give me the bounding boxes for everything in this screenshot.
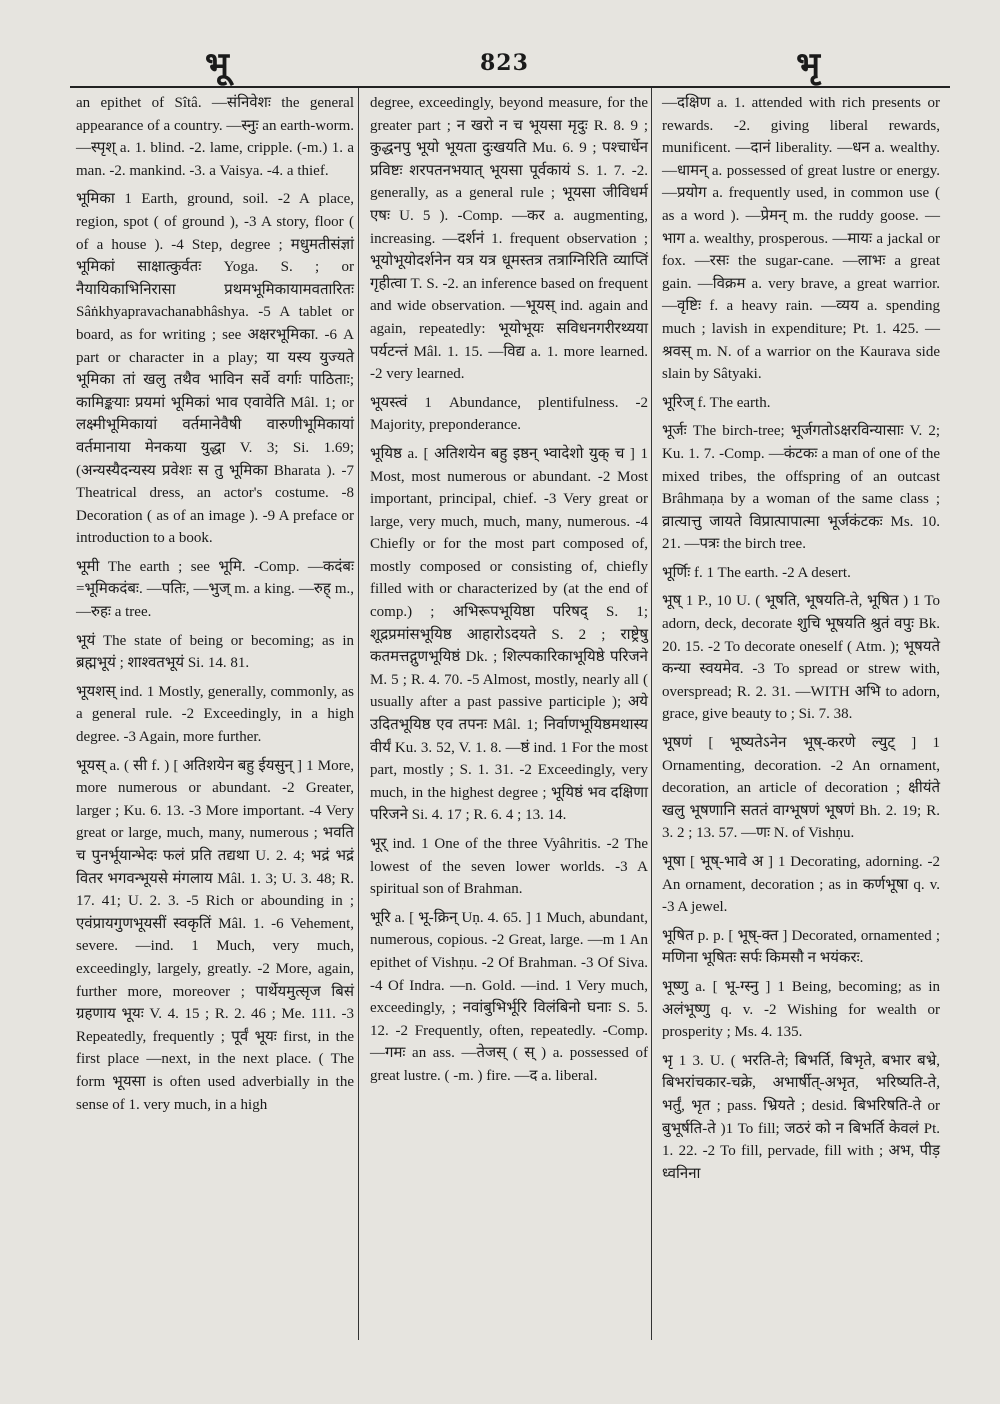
dictionary-entry: degree, exceedingly, beyond measure, for the greater part ; न खरो न च भूयसा मृदुः R. 8. 9 ; कुद्धनपु भूयो भूयता दुःखयति Mu. 6. 9 ; पश्चार्धेन प्रविष्टः शरपतनभयात् भूयसा पूर्वकायं S. 1. 7. -2. generally, as a general rule ; भूयसा जीविधर्म एषः U. 5 ). -Comp. —कर a. augmenting, increasing. —दर्शनं 1. frequent observation ; भूयोभूयोदर्शनेन यत्र यत्र धूमस्तत्र तत्राग्निरिति व्याप्तिं गृहीत्वा T. S. -2. an inference based on frequent and wide observation. —भूयस् ind. again and again, repeatedly: भूयोभूयः सविधनगरीरथ्यया पर्यटन्तं Mâl. 1. 15. —विद्य a. 1. more learned. -2 very learned.: [370, 95, 648, 383]
dictionary-entry: भूषा [ भूष्-भावे अ ] 1 Decorating, adorning. -2 An ornament, decoration ; as in कर्णभूषा q. v. -3 A jewel.: [662, 854, 940, 916]
dictionary-entry: —दक्षिण a. 1. attended with rich presents or rewards. -2. giving liberal rewards, munificent. —दानं liberality. —धन a. wealthy. —धामन् a. possessed of great lustre or energy. —प्रयोग a. frequently used, in common use ( as a word ). —प्रेमन् m. the ruddy goose. —भाग a. wealthy, prosperous. —मायः a jackal or fox. —रसः the sugar-cane. —लाभः a great gain. —विक्रम a. very brave, a great warrior. —वृष्टिः f. a heavy rain. —व्यय a. spending much ; lavish in expenditure; Pt. 1. 425. —श्रवस् m. N. of a warrior on the Kaurava side slain by Sâtyaki.: [662, 95, 940, 383]
dictionary-entry: भूष्णु a. [ भू-ग्स्नु ] 1 Being, becoming; as in अलंभूष्णु q. v. -2 Wishing for wealth or prosperity ; Ms. 4. 135.: [662, 978, 940, 1041]
right-guide-word: भृ: [796, 45, 820, 85]
dictionary-entry: भूर्णिः f. 1 The earth. -2 A desert.: [662, 564, 851, 581]
dictionary-entry: भृ 1 3. U. ( भरति-ते; बिभर्ति, बिभृते, बभार बभ्रे, बिभरांचकार-चक्रे, अभार्षीत्-अभृत, भरिष्यति-ते, भर्तुं, भृत ; pass. भ्रियते ; desid. बिभरिषति-ते or बुभूर्षति-ते )1 To fill; जठरं को न बिभर्ति केवलं Pt. 1. 22. -2 To fill, pervade, fill with ; अभ, पीड़ ध्वनिना: [662, 1052, 940, 1182]
column-divider: [358, 88, 359, 1340]
column-3: [662, 92, 940, 1191]
column-1: [76, 92, 354, 1122]
dictionary-entry: भूष् 1 P., 10 U. ( भूषति, भूषयति-ते, भूषित ) 1 To adorn, deck, decorate शुचि भूषयति श्रुतं वपुः Bk. 20. 15. -2 To decorate oneself ( Atm. ); भूषयते कन्या स्वयमेव. -3 To spread or strew with, overspread; R. 2. 31. —WITH अभि to adorn, grace, give beauty to ; Si. 7. 38.: [662, 593, 940, 723]
dictionary-entry: भूषित p. p. [ भूष्-क्त ] Decorated, ornamented ; मणिना भूषितः सर्पः किमसौ न भयंकरः.: [662, 927, 940, 967]
header-rule: [70, 86, 950, 88]
dictionary-entry: भूयस्त्वं 1 Abundance, plentifulness. -2 Majority, preponderance.: [370, 394, 648, 434]
dictionary-entry: भूमी The earth ; see भूमि. -Comp. —कदंबः =भूमिकदंबः. —पतिः, —भुज् m. a king. —रुह् m., —रुहः a tree.: [76, 558, 354, 621]
dictionary-entry: भूरिज् f. The earth.: [662, 394, 771, 411]
dictionary-entry: भूर्जः The birch-tree; भूर्जगतोऽक्षरविन्यासाः V. 2; Ku. 1. 7. -Comp. —कंटकः a man of one of the mixed tribes, the offspring of an outcast Brâhmaṇa by a woman of the same class ; व्रात्यात्तु जायते विप्रात्पापात्मा भूर्जकंटकः Ms. 10. 21. —पत्रः the birch tree.: [662, 423, 940, 553]
column-divider: [651, 88, 652, 1340]
dictionary-entry: भूषणं [ भूष्यतेऽनेन भूष्-करणे ल्युट् ] 1 Ornamenting, decoration. -2 An ornament, decoration, an article of decoration ; क्षीयंते खलु भूषणानि सततं वाग्भूषणं भूषणं Bh. 2. 19; R. 3. 2 ; 13. 57. —णः N. of Vishṇu.: [662, 735, 940, 842]
dictionary-entry: an epithet of Sîtâ. —संनिवेशः the general appearance of a country. —स्नुः an earth-worm. —स्पृश् a. 1. blind. -2. lame, cripple. (-m.) 1. a man. -2. mankind. -3. a Vaisya. -4. a thief.: [76, 95, 354, 179]
dictionary-entry: भूयशस् ind. 1 Mostly, generally, commonly, as a general rule. -2 Exceedingly, in a high degree. -3 Again, more further.: [76, 683, 354, 746]
dictionary-entry: भूयं The state of being or becoming; as in ब्रह्मभूयं ; शाश्वतभूयं Si. 14. 81.: [76, 632, 354, 672]
dictionary-entry: भूमिका 1 Earth, ground, soil. -2 A place, region, spot ( of ground ), -3 A story, floor ( of a house ). -4 Step, degree ; मधुमतीसंज्ञां भूमिकां साक्षात्कुर्वतः Yoga. S. ; or नैयायिकाभिनिरासा प्रथमभूमिकायामवतारितः Sâṅkhyapravachanabhâshya. -5 A tablet or board, as for writing ; see अक्षरभूमिका. -6 A part or character in a play; या यस्य युज्यते भूमिका तां खलु तथैव भाविन सर्वे वर्गाः पाठिताः; कामिङ्कयाः प्रयमां भूमिकां भाव एवावेति Mâl. 1; or लक्ष्मीभूमिकायां वर्तमानेवैषी वारुणीभूमिकायां वर्तमानाया मेनकया युद्धा V. 3; Si. 1.69; (अन्यस्यैदन्यस्य प्रवेशः स तु भूमिका Bharata ). -7 Theatrical dress, an actor's costume. -8 Decoration ( as of an image ). -9 A preface or introduction to a book.: [76, 191, 354, 547]
page-number: 823: [480, 50, 529, 76]
page-header: [70, 40, 950, 85]
dictionary-entry: भूयस् a. ( सी f. ) [ अतिशयेन बहु ईयसुन् ] 1 More, more numerous or abundant. -2 Greater, larger ; Ku. 6. 13. -3 More important. -4 Very great or large, much, many, numerous ; भवति च पुनर्भूयान्भेदः फलं प्रति तद्यथा U. 2. 4; भद्रं भद्रं वितर भगवन्भूयसे मंगलाय Mâl. 1. 3; U. 3. 48; R. 17. 41; U. 2. 3. -5 Rich or abounding in ; एवंप्रायगुणभूयसीं स्वकृतिं Mâl. 1. -6 Vehement, severe. —ind. 1 Much, very much, exceedingly, largely, greatly. -2 More, again, further more, moreover ; पार्थेयमुत्सृज बिसं ग्रहणाय भूयः V. 4. 15 ; R. 2. 46 ; Me. 111. -3 Repeatedly, frequently ; पूर्वं भूयः first, in the first place —next, in the next place. ( The form भूयसा is often used adverbially in the sense of 1. very much, in a high: [76, 757, 354, 1113]
column-2: [370, 92, 648, 1094]
left-guide-word: भू: [205, 45, 229, 85]
dictionary-entry: भूरि a. [ भू-क्रिन् Uṇ. 4. 65. ] 1 Much, abundant, numerous, copious. -2 Great, large. —m 1 An epithet of Vishṇu. -2 Of Brahman. -3 Of Siva. -4 Of Indra. —n. Gold. —ind. 1 Very much, exceedingly, ; नवांबुभिर्भूरि विलंबिनो घनाः S. 5. 12. -2 Frequently, often, repeatedly. -Comp. —गमः an ass. —तेजस् ( स् ) a. possessed of great lustre. ( -m. ) fire. —द a. liberal.: [370, 909, 648, 1084]
dictionary-entry: भूयिष्ठ a. [ अतिशयेन बहु इष्ठन् भ्वादेशो युक् च ] 1 Most, most numerous or abundant. -2 Most important, principal, chief. -3 Very great or large, very much, much, many, numerous. -4 Chiefly or for the most part composed of, mostly composed or consisting of, chiefly filled with or characterized by (at the end of comp.) ; अभिरूपभूयिष्ठा परिषद् S. 1; शूद्रप्रमांसभूयिष्ठ आहारोऽदयते S. 2 ; राष्ट्रेषु कतमत्तद्गुणभूयिष्ठं Dk. ; शिल्पकारिकाभूयिष्ठे परिजने M. 5 ; R. 4. 70. -5 Almost, mostly, nearly all ( usually after a past passive participle ); अये उदितभूयिष्ठ एव तपनः Mâl. 1; निर्वाणभूयिष्ठमथास्य वीर्यं Ku. 3. 52, V. 1. 8. —ष्ठं ind. 1 For the most part, mostly ; S. 1. 31. -2 Exceedingly, very much, in the highest degree ; भूयिष्ठं भव दक्षिणा परिजने Si. 4. 17 ; R. 6. 4 ; 13. 14.: [370, 445, 648, 824]
dictionary-entry: भूर् ind. 1 One of the three Vyâhritis. -2 The lowest of the seven lower worlds. -3 A spiritual son of Brahman.: [370, 836, 648, 898]
